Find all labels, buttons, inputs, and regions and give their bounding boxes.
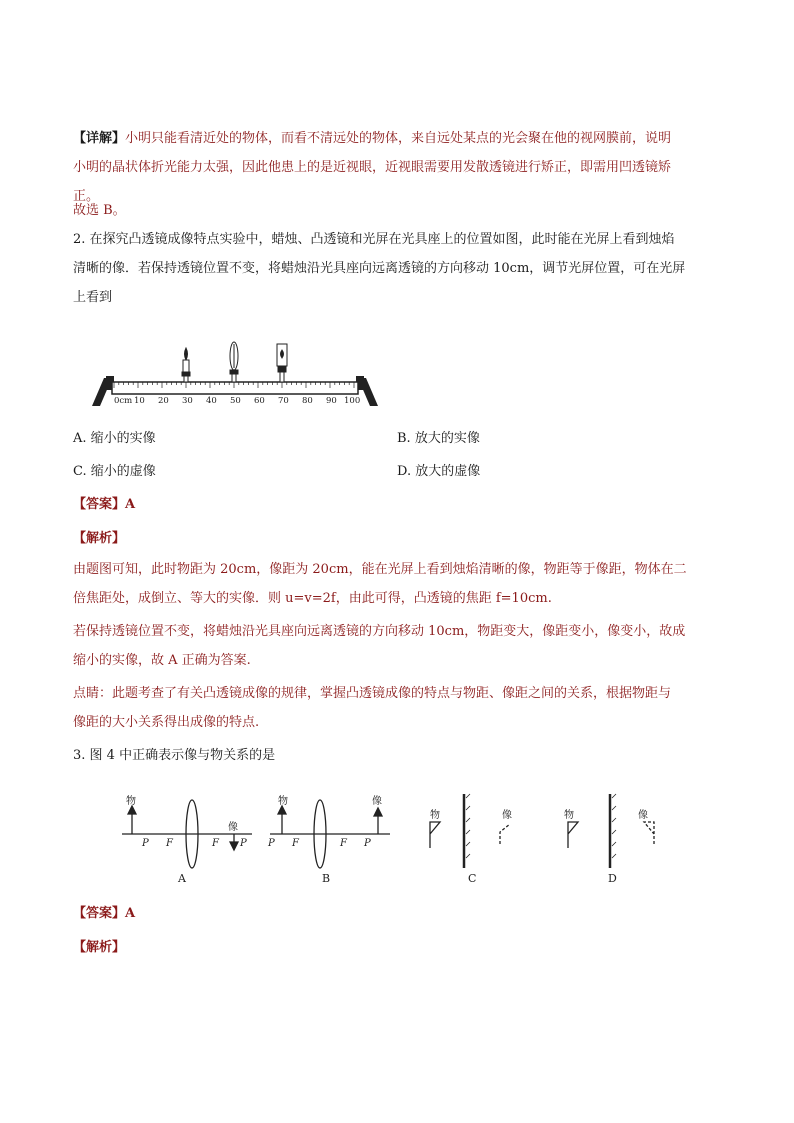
q2-answer: 【答案】A (73, 497, 136, 512)
fig-a-object-label: 物 (126, 796, 136, 807)
fig-b-p-left: P (268, 838, 275, 849)
light-screen (277, 344, 287, 382)
fig-d-image-label: 像 (638, 810, 648, 821)
candle (182, 348, 190, 382)
figure-b (270, 800, 390, 868)
q1-choice: 故选 B。 (73, 203, 126, 218)
q2-stem-line-2: 清晰的像．若保持透镜位置不变，将蜡烛沿光具座向远离透镜的方向移动 10cm，调节光屏位置，可在光屏 (73, 261, 686, 276)
q2-stem-line-3: 上看到 (73, 290, 113, 305)
q2-note-line-2: 像距的大小关系得出成像的特点. (73, 715, 260, 730)
figure-c (430, 794, 510, 868)
fig-a-p-left: P (142, 838, 149, 849)
q3-answer: 【答案】A (73, 906, 136, 921)
q3-stem: 3. 图 4 中正确表示像与物关系的是 (73, 748, 276, 763)
fig-b-f-left: F (292, 838, 299, 849)
bench-label-0: 0cm (114, 396, 133, 406)
bench-label-80: 80 (302, 396, 313, 406)
fig-a-p-right: P (240, 838, 247, 849)
bench-rail (112, 382, 358, 394)
q2-option-c[interactable]: C. 缩小的虚像 (73, 464, 156, 479)
fig-a-image-label: 像 (228, 822, 238, 833)
fig-b-label: B (322, 872, 331, 885)
q2-analysis-line-2: 倍焦距处，成倒立、等大的实像．则 u=v=2f，由此可得，凸透镜的焦距 f=10cm. (73, 591, 552, 606)
bench-label-40: 40 (206, 396, 217, 406)
fig-a-f-right: F (212, 838, 219, 849)
q2-analysis-tag: 【解析】 (73, 531, 126, 546)
fig-c-label: C (468, 872, 477, 885)
bench-label-90: 90 (326, 396, 337, 406)
convex-lens (230, 342, 238, 382)
q2-option-b[interactable]: B. 放大的实像 (397, 431, 480, 446)
bench-label-100: 100 (344, 396, 361, 406)
fig-d-object-label: 物 (564, 810, 574, 821)
fig-c-object-label: 物 (430, 810, 440, 821)
q2-note-line-1: 点睛：此题考查了有关凸透镜成像的规律，掌握凸透镜成像的特点与物距、像距之间的关系，根据物距与 (73, 686, 672, 701)
bench-label-70: 70 (278, 396, 289, 406)
fig-d-label: D (608, 872, 617, 885)
figure-a (122, 800, 252, 868)
fig-a-label: A (178, 872, 186, 885)
fig-b-f-right: F (340, 838, 347, 849)
fig-b-p-right: P (364, 838, 371, 849)
q2-option-a[interactable]: A. 缩小的实像 (73, 431, 156, 446)
bench-label-20: 20 (158, 396, 169, 406)
image-object-figure (118, 788, 678, 888)
q2-analysis-line-1: 由题图可知，此时物距为 20cm，像距为 20cm，能在光屏上看到烛焰清晰的像，物距等于像距，物体在二 (73, 562, 687, 577)
optical-bench-figure (90, 338, 380, 412)
explanation-tag: 【详解】 (73, 131, 126, 146)
figure-d (568, 794, 654, 868)
q3-analysis-tag: 【解析】 (73, 940, 126, 955)
fig-c-image-label: 像 (502, 810, 512, 821)
q2-analysis-line-4: 缩小的实像，故 A 正确为答案. (73, 653, 251, 668)
fig-a-f-left: F (166, 838, 173, 849)
q1-explanation-line-2: 小明的晶状体折光能力太强，因此他患上的是近视眼，近视眼需要用发散透镜进行矫正，即需用凹透镜矫 (73, 160, 672, 175)
bench-label-50: 50 (230, 396, 241, 406)
bench-label-30: 30 (182, 396, 193, 406)
bench-label-60: 60 (254, 396, 265, 406)
bench-label-10: 10 (134, 396, 145, 406)
bench-scale-labels (114, 396, 360, 406)
q1-explanation-line-1: 【详解】小明只能看清近处的物体，而看不清远处的物体，来自远处某点的光会聚在他的视网膜前，说明 (73, 131, 672, 146)
q2-analysis-line-3: 若保持透镜位置不变，将蜡烛沿光具座向远离透镜的方向移动 10cm，物距变大，像距变小，像变小，故成 (73, 624, 686, 639)
q2-option-d[interactable]: D. 放大的虚像 (397, 464, 481, 479)
fig-b-object-label: 物 (278, 796, 288, 807)
q2-stem-line-1: 2. 在探究凸透镜成像特点实验中，蜡烛、凸透镜和光屏在光具座上的位置如图，此时能在光屏上看到烛焰 (73, 232, 675, 247)
q1-explanation-line-3: 正。 (73, 189, 100, 204)
fig-b-image-label: 像 (372, 796, 382, 807)
